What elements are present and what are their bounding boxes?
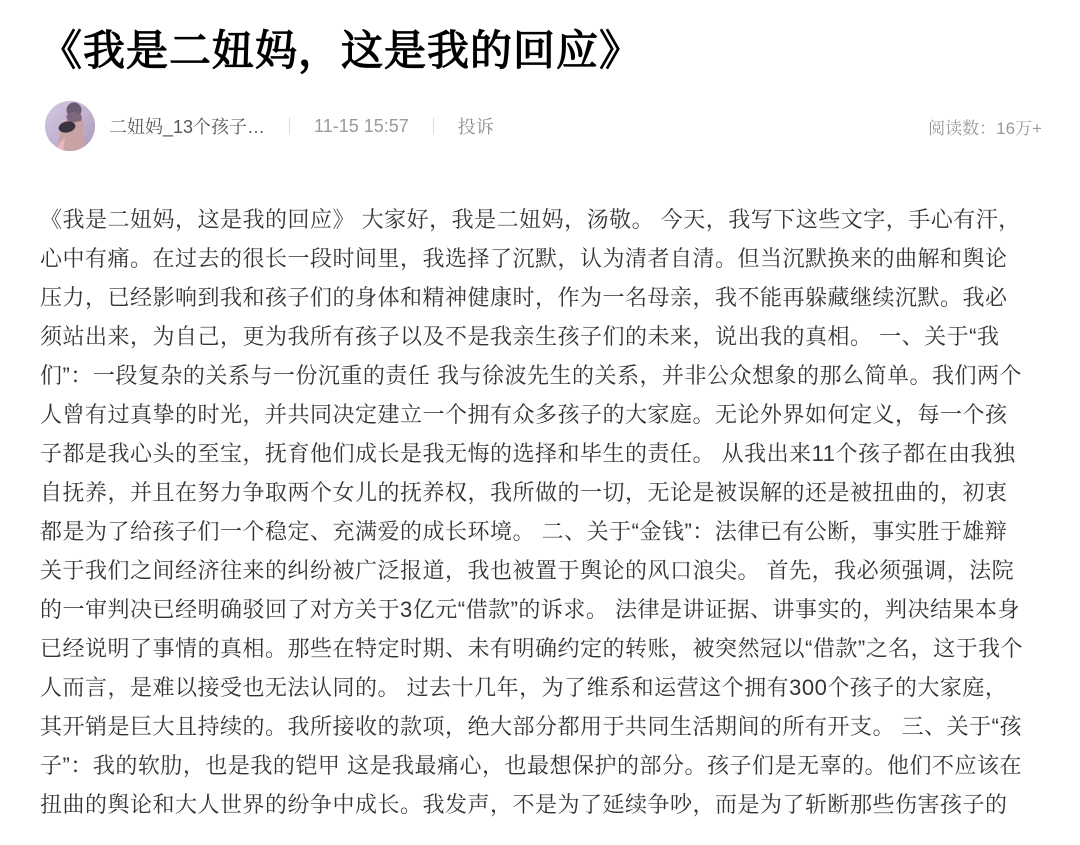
- body-text-line: 心中有痛。在过去的很长一段时间里，我选择了沉默，认为清者自清。但当沉默换来的曲解和舆论: [40, 246, 1008, 271]
- meta-divider: [289, 117, 290, 135]
- body-text-line: 须站出来，为自己，更为我所有孩子以及不是我亲生孩子们的未来，说出我的真相。 一、关于“我: [40, 324, 1000, 349]
- body-text-line: 扭曲的舆论和大人世界的纷争中成长。我发声，不是为了延续争吵，而是为了斩断那些伤害孩子的: [40, 792, 1008, 817]
- author-avatar-photo-icon: [45, 101, 95, 151]
- body-text-line: 压力，已经影响到我和孩子们的身体和精神健康时，作为一名母亲，我不能再躲藏继续沉默。我必: [40, 285, 1008, 310]
- meta-divider: [433, 117, 434, 135]
- article-meta-row: [45, 100, 1042, 152]
- author-name[interactable]: 二妞妈_13个孩子…: [109, 117, 266, 137]
- body-text-line: 人曾有过真挚的时光，并共同决定建立一个拥有众多孩子的大家庭。无论外界如何定义，每一个孩: [40, 402, 1008, 427]
- body-text-line: 们”：一段复杂的关系与一份沉重的责任 我与徐波先生的关系，并非公众想象的那么简单。我们两个: [40, 363, 1022, 388]
- body-text-line: 子”：我的软肋，也是我的铠甲 这是我最痛心，也最想保护的部分。孩子们是无辜的。他们不应该在: [40, 753, 1022, 778]
- body-text-line: 都是为了给孩子们一个稳定、充满爱的成长环境。 二、关于“金钱”：法律已有公断，事实胜于雄辩: [40, 519, 1008, 544]
- body-text-line: 关于我们之间经济往来的纠纷被广泛报道，我也被置于舆论的风口浪尖。 首先，我必须强调，法院: [40, 558, 1015, 583]
- author-avatar[interactable]: [45, 101, 95, 151]
- article-body: [40, 200, 1050, 824]
- body-text-line: 其开销是巨大且持续的。我所接收的款项，绝大部分都用于共同生活期间的所有开支。 三、关于“孩: [40, 714, 1022, 739]
- publish-date: 11-15 15:57: [314, 115, 409, 136]
- body-text-line: 《我是二妞妈，这是我的回应》 大家好，我是二妞妈，汤敬。 今天，我写下这些文字，手心有汗，: [40, 207, 1021, 232]
- report-link[interactable]: 投诉: [457, 117, 494, 137]
- read-count: 阅读数：16万+: [928, 118, 1042, 138]
- body-text-line: 人而言，是难以接受也无法认同的。 过去十几年，为了维系和运营这个拥有300个孩子的大家庭，: [40, 675, 1008, 700]
- article-title: 《我是二妞妈，这是我的回应》: [40, 27, 643, 74]
- body-text-line: 子都是我心头的至宝，抚育他们成长是我无悔的选择和毕生的责任。 从我出来11个孩子都在由我独: [40, 441, 1016, 466]
- body-text-line: 的一审判决已经明确驳回了对方关于3亿元“借款”的诉求。 法律是讲证据、讲事实的，判决结果本身: [40, 597, 1021, 622]
- body-text-line: 已经说明了事情的真相。那些在特定时期、未有明确约定的转账，被突然冠以“借款”之名，这于我个: [40, 636, 1024, 661]
- body-text-line: 自抚养，并且在努力争取两个女儿的抚养权，我所做的一切，无论是被误解的还是被扭曲的，初衷: [40, 480, 1008, 505]
